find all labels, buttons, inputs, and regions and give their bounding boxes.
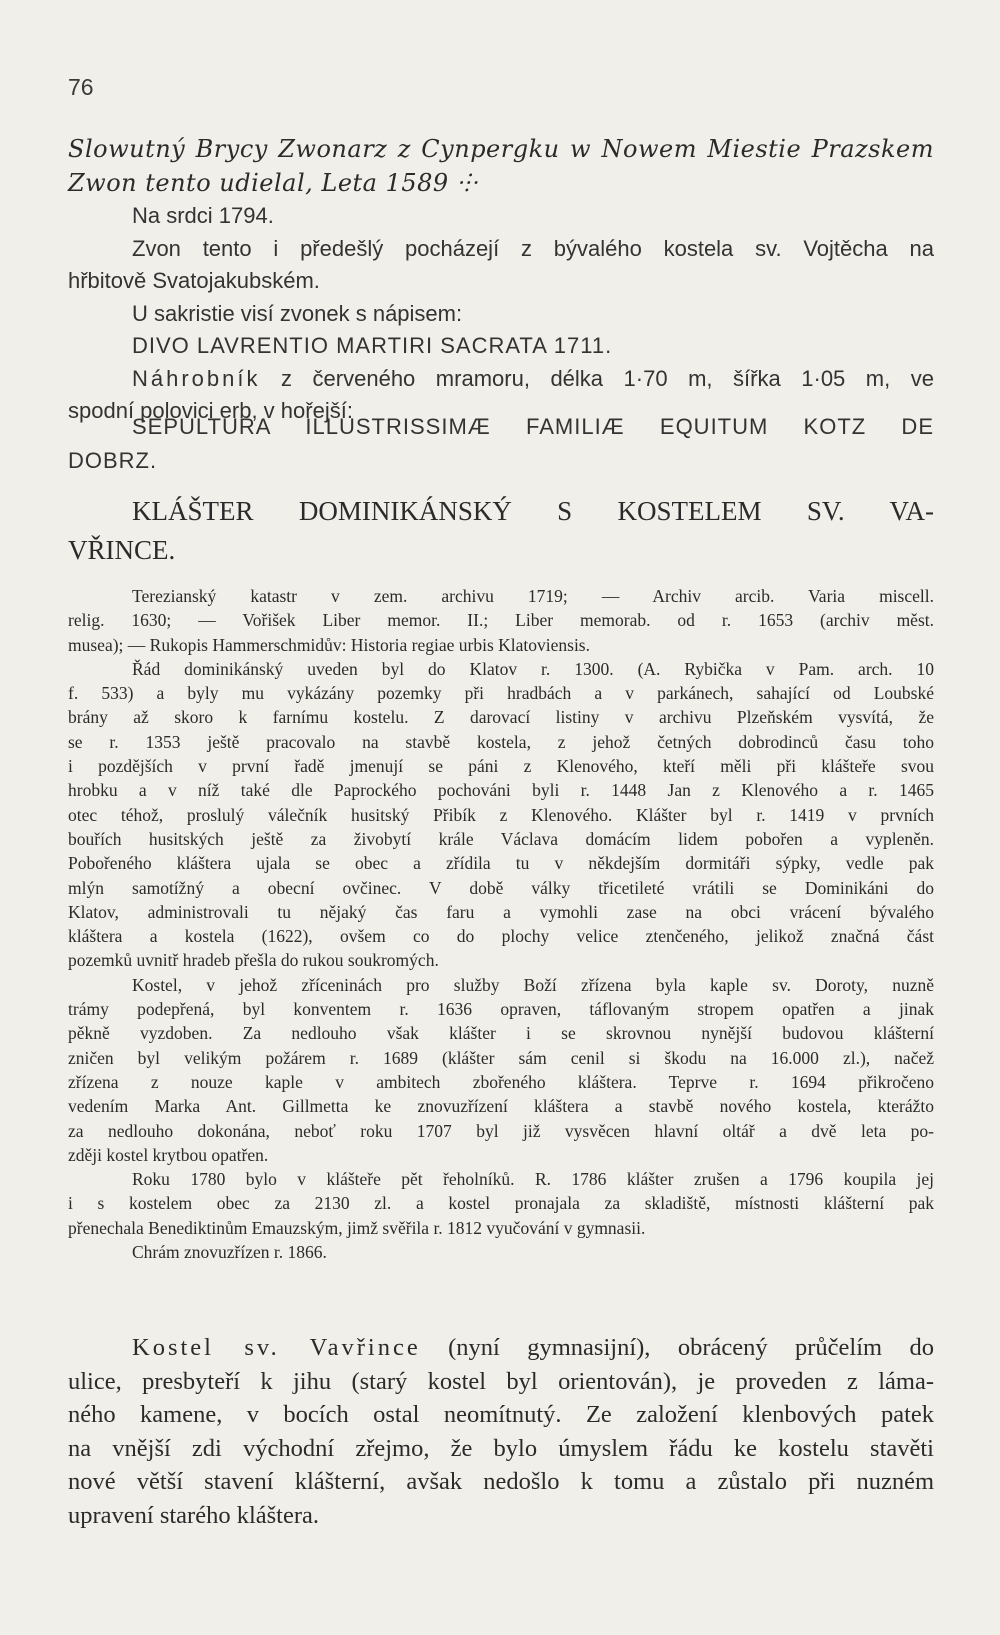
history-line: f. 533) a byly mu vykázány pozemky při hradbách a v parkánech, sahající od Loubské <box>68 683 934 704</box>
heading-line-1: KLÁŠTER DOMINIKÁNSKÝ S KOSTELEM SV. VA- <box>132 496 934 526</box>
church-description <box>68 1331 934 1533</box>
text-line: Na srdci 1794. <box>132 203 274 228</box>
body-line: na vnější zdi východní zřejmo, že bylo úmyslem řádu ke kostelu stavěti <box>68 1434 934 1462</box>
spaced-term: Náhrobník <box>132 365 261 391</box>
small-print-text <box>68 584 934 1264</box>
body-line: nové větší stavení klášterní, avšak nedošlo k tomu a zůstalo při nuzném <box>68 1468 934 1496</box>
epitaph-line-1: SEPULTURA ILLUSTRISSIMÆ FAMILIÆ EQUITUM KOTZ DE <box>132 414 934 439</box>
history-line: mlýn samotížný a obecní ovčinec. V době války třicetileté vrátili se Dominikáni do <box>68 877 934 898</box>
history-line: i pozdějších v první řadě jmenují se páni z Klenového, kteří měli při klášteře svou <box>68 756 934 777</box>
source-line: relig. 1630; — Vořišek Liber memor. II.; Liber memorab. od r. 1653 (archiv měst. <box>68 610 934 631</box>
inscription-latin: DIVO LAVRENTIO MARTIRI SACRATA 1711. <box>132 333 613 358</box>
history-line: brány až skoro k farnímu kostelu. Z darovací listiny v archivu Plzeňském vysvítá, že <box>68 707 934 728</box>
heading-line-2: VŘINCE. <box>68 535 176 565</box>
history-line: trámy podepřená, byl konventem r. 1636 opraven, táflovaným stropem opatřen a jinak <box>68 999 934 1020</box>
history-line: Pobořeného kláštera ujala se obec a zřídila tu v někdejším dormitáři sýpky, vedle pak <box>68 853 934 874</box>
text-line <box>68 363 934 396</box>
spaced-term: Kostel sv. Vavřince <box>132 1334 421 1361</box>
text-line: hřbitově Svatojakubském. <box>68 268 320 293</box>
upper-text <box>68 200 934 428</box>
text-line: U sakristie visí zvonek s nápisem: <box>132 300 463 326</box>
history-line: Chrám znovuzřízen r. 1866. <box>132 1242 327 1263</box>
history-line: hrobku a v níž také dle Paprockého pochováni byli r. 1448 Jan z Klenového a r. 1465 <box>68 780 934 801</box>
epitaph-line-2: DOBRZ. <box>68 448 158 473</box>
text-line: Zvon tento i předešlý pocházejí z bývalého kostela sv. Vojtěcha na <box>132 235 934 261</box>
history-line: kláštera a kostela (1622), ovšem co do plochy velice ztenčeného, jelikož značná část <box>68 926 934 947</box>
history-line: Klatov, administrovali tu nějaký čas faru a vymohli zase na obci vrácení bývalého <box>68 901 934 922</box>
history-line: Roku 1780 bylo v klášteře pět řeholníků. R. 1786 klášter zrušen a 1796 koupila jej <box>132 1169 934 1190</box>
history-line: i s kostelem obec za 2130 zl. a kostel pronajala za skladiště, místnosti klášterní pak <box>68 1193 934 1214</box>
history-line: zřízena z nouze kaple v ambitech zbořeného kláštera. Teprve r. 1694 přikročeno <box>68 1071 934 1092</box>
history-line: za nedlouho dokonána, neboť roku 1707 byl již vysvěcen hlavní oltář a dvě leta po- <box>68 1120 934 1141</box>
history-line: Řád dominikánský uveden byl do Klatov r. 1300. (A. Rybička v Pam. arch. 10 <box>132 658 934 679</box>
history-line: zději kostel krytbou opatřen. <box>68 1144 269 1165</box>
inscription-line-1: Slowutný Brycy Zwonarz z Cynpergku w Nowem Miestie Prazskem <box>68 135 934 163</box>
bell-inscription <box>68 132 934 200</box>
text-fragment: z červeného mramoru, délka 1·70 m, šířka 1·05 m, ve <box>260 365 934 391</box>
text-fragment: (nyní gymnasijní), obrácený průčelím do <box>420 1334 934 1361</box>
history-line: přenechala Benediktinům Emauzským, jimž svěřila r. 1812 vyučování v gymnasii. <box>68 1217 646 1238</box>
epitaph <box>68 410 934 478</box>
inscription-line-2: Zwon tento udielal, Leta 1589 ⸭ <box>68 169 478 197</box>
body-line: ulice, presbyteří k jihu (starý kostel byl orientován), je proveden z láma- <box>68 1367 934 1395</box>
body-line <box>68 1331 934 1365</box>
history-line: zničen byl velikým požárem r. 1689 (klášter sám cenil si škodu na 16.000 zl.), načež <box>68 1047 934 1068</box>
history-line: bouřích husitských ještě za živobytí krále Václava domácím lidem pobořen a vypleněn. <box>68 828 934 849</box>
history-line: otec téhož, proslulý válečník husitský Přibík z Klenového. Klášter byl r. 1419 v prvních <box>68 804 934 825</box>
history-line: pěkně vyzdoben. Za nedlouho však klášter i se skrovnou nynější budovou klášterní <box>68 1023 934 1044</box>
history-line: pozemků uvnitř hradeb přešla do rukou soukromých. <box>68 950 439 971</box>
text-line: spodní polovici erb, v hořejší: <box>68 398 353 423</box>
body-line: upravení starého kláštera. <box>68 1501 320 1529</box>
history-line: vedením Marka Ant. Gillmetta ke znovuzřízení kláštera a stavbě nového kostela, kterážto <box>68 1096 934 1117</box>
history-line: se r. 1353 ještě pracovalo na stavbě kostela, z jehož četných dobrodinců času toho <box>68 731 934 752</box>
page-number: 76 <box>68 74 94 100</box>
source-line: musea); — Rukopis Hammerschmidův: Historia regiae urbis Klatoviensis. <box>68 634 590 655</box>
source-line: Terezianský katastr v zem. archivu 1719; — Archiv arcib. Varia miscell. <box>132 586 934 606</box>
history-line: Kostel, v jehož zříceninách pro služby Boží zřízena byla kaple sv. Doroty, nuzně <box>132 974 934 995</box>
body-line: ného kamene, v bocích ostal neomítnutý. Ze založení klenbových patek <box>68 1401 934 1429</box>
section-heading <box>68 492 934 570</box>
